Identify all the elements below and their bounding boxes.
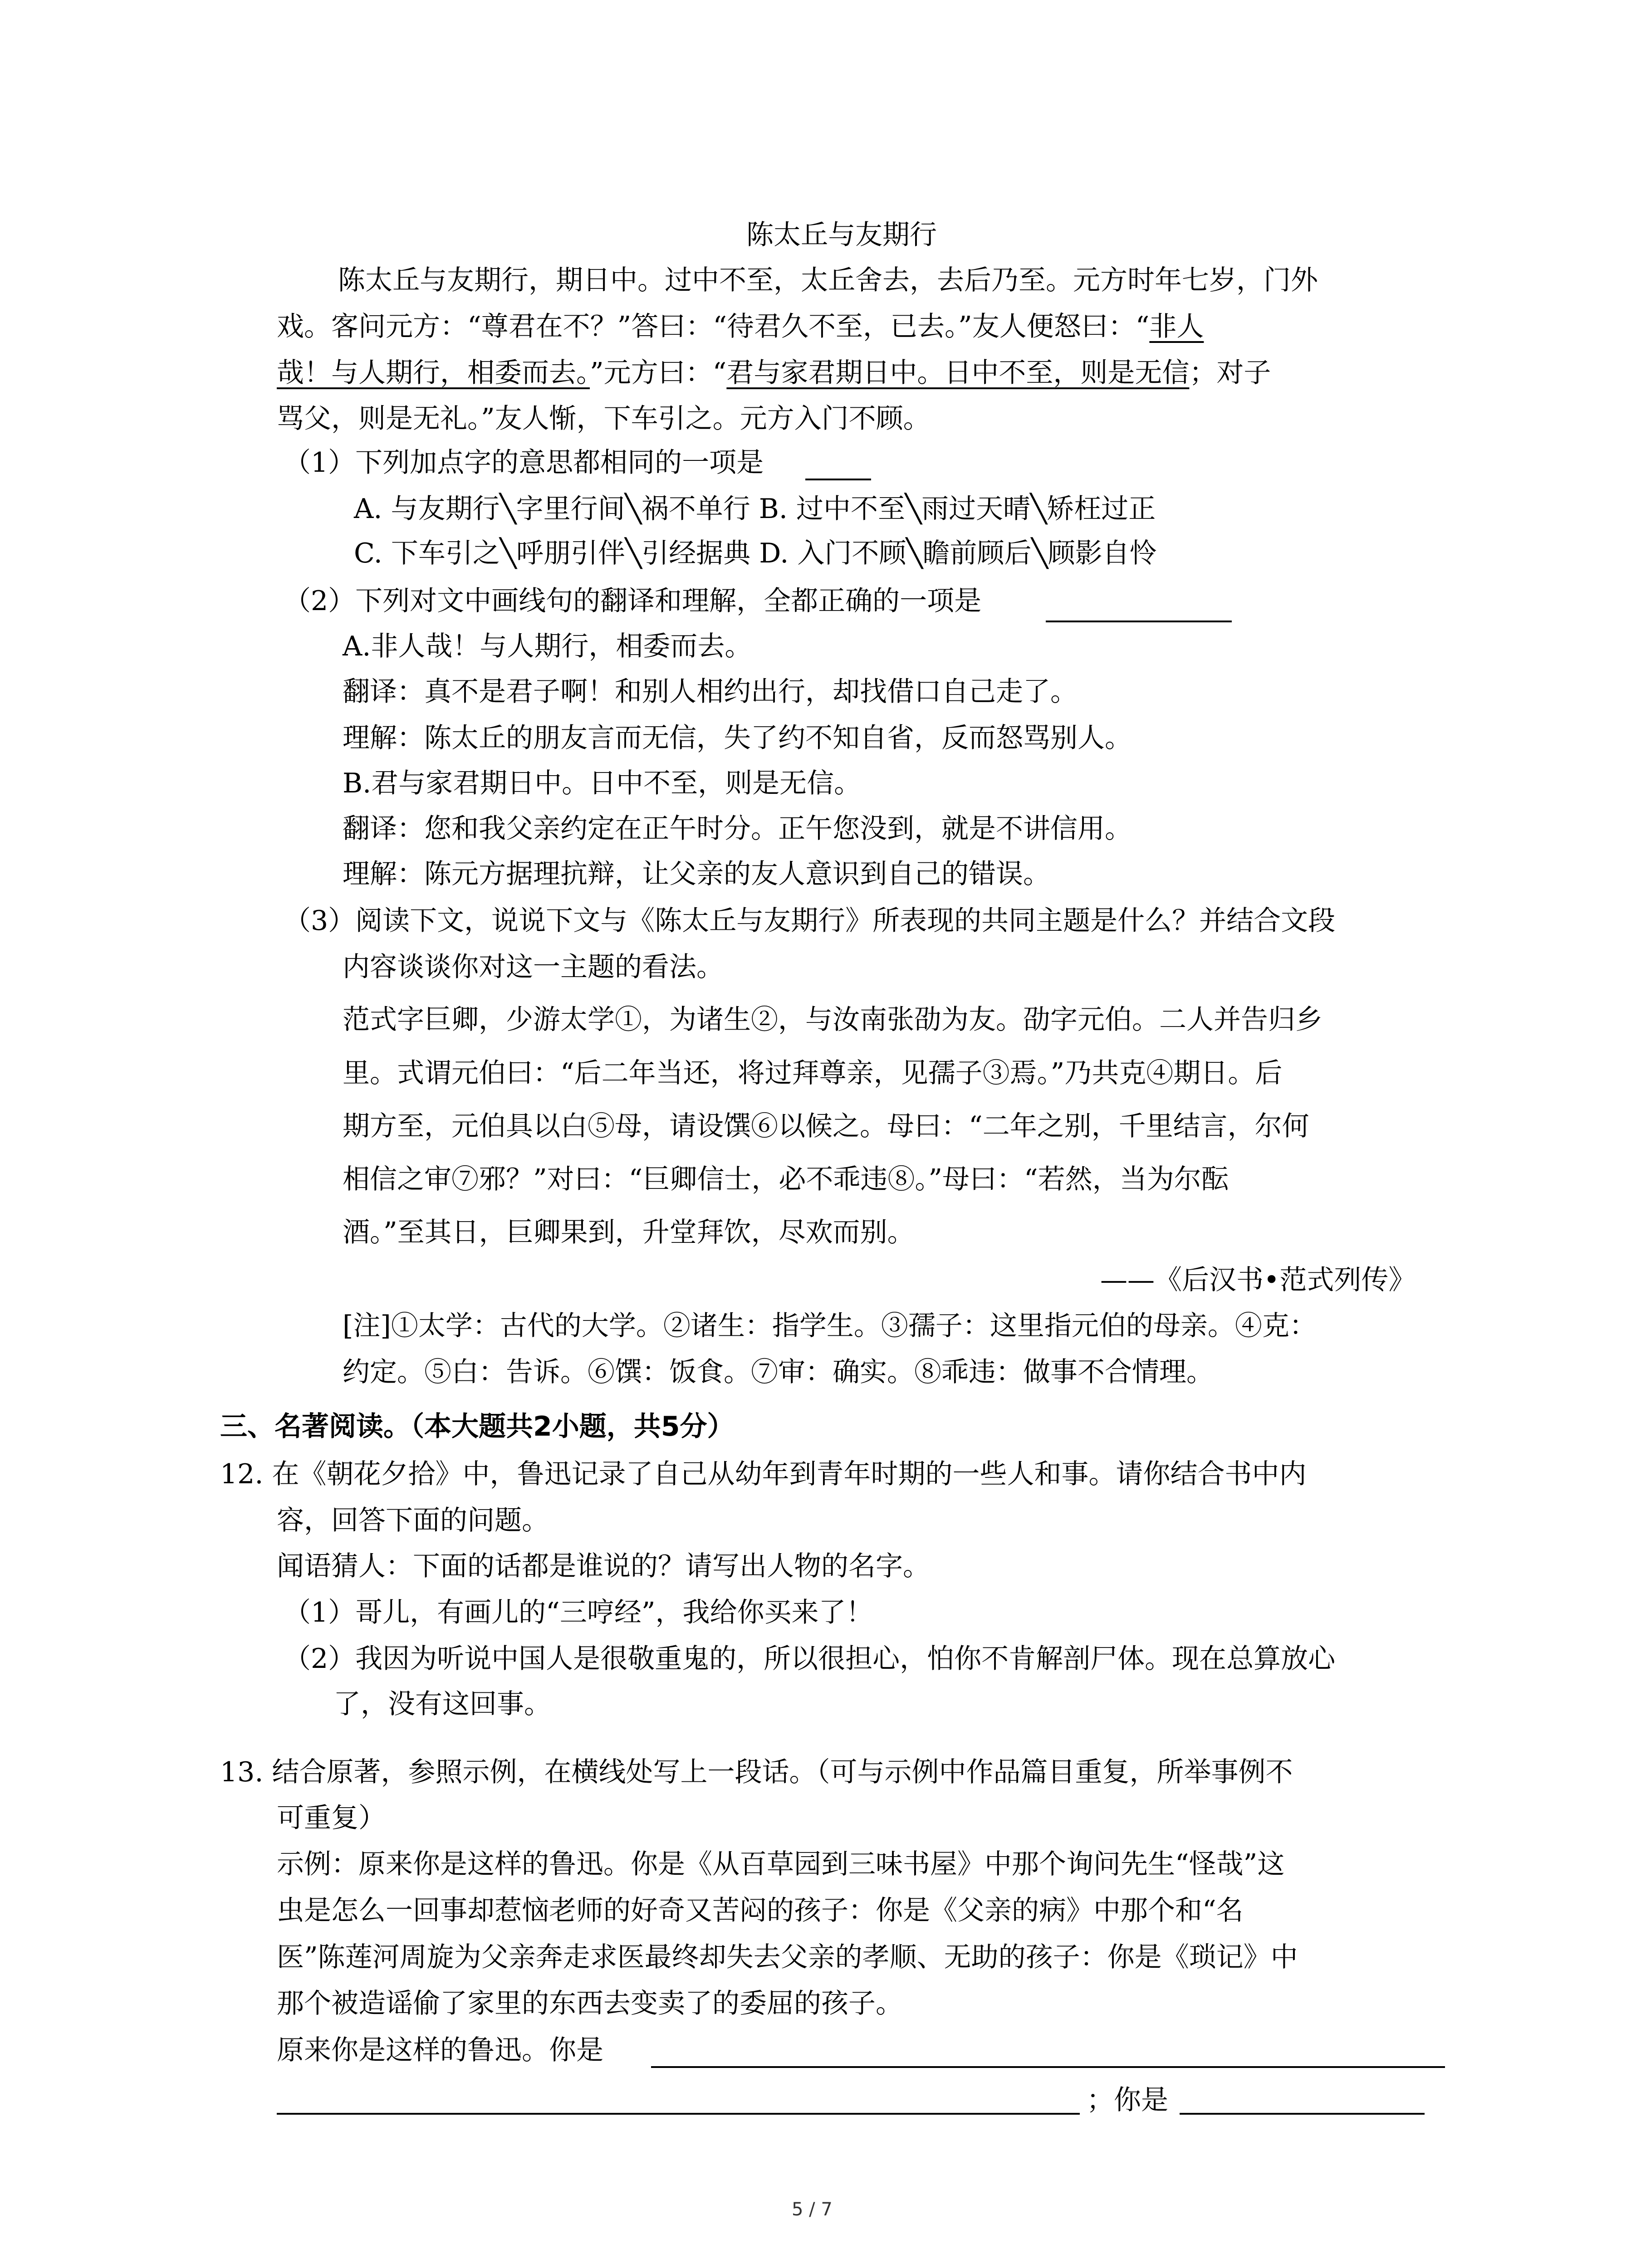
q1-options-cd: C. 下车引之╲呼朋引伴╲引经据典 D. 入门不顾╲瞻前顾后╲顾影自怜 — [354, 538, 1157, 569]
q2-answer-blank[interactable] — [1046, 621, 1232, 622]
q2-option-b-translation: 翻译：您和我父亲约定在正午时分。正午您没到，就是不讲信用。 — [343, 813, 1132, 845]
q13-example: 示例：原来你是这样的鲁迅。你是《从百草园到三味书屋》中那个询问先生“怪哉”这 — [277, 1848, 1285, 1880]
q13-example: 那个被造谣偷了家里的东西去变卖了的委屈的孩子。 — [277, 1988, 903, 2019]
q13-answer-mid: ；你是 — [1087, 2084, 1168, 2116]
q13-example: 虫是怎么一回事却惹恼老师的好奇又苦闷的孩子：你是《父亲的病》中那个和“名 — [277, 1895, 1244, 1926]
underlined-sentence-b: 君与家君期日中。日中不至，则是无信 — [726, 357, 1190, 389]
underlined-sentence-a: 非人 — [1149, 311, 1204, 342]
q3-source: ——《后汉书•范式列传》 — [1100, 1264, 1416, 1296]
q12-stem: 12. 在《朝花夕拾》中，鲁迅记录了自己从幼年到青年时期的一些人和事。请你结合书中内 — [220, 1458, 1307, 1490]
passage-line: 陈太丘与友期行，期日中。过中不至，太丘舍去，去后乃至。元方时年七岁，门外 — [338, 264, 1318, 296]
q1-stem: （1）下列加点字的意思都相同的一项是 — [284, 447, 764, 479]
q13-stem: 13. 结合原著，参照示例，在横线处写上一段话。（可与示例中作品篇目重复，所举事例不 — [220, 1756, 1293, 1788]
q3-text-line: 里。式谓元伯曰：“后二年当还，将过拜尊亲，见孺子③焉。”乃共克④期日。后 — [343, 1057, 1283, 1089]
q2-option-a-understanding: 理解：陈太丘的朋友言而无信，失了约不知自省，反而怒骂别人。 — [343, 722, 1132, 754]
underlined-sentence-a: 哉！与人期行，相委而去。 — [277, 357, 590, 389]
passage-title: 陈太丘与友期行 — [746, 219, 937, 251]
q2-stem: （2）下列对文中画线句的翻译和理解，全都正确的一项是 — [284, 585, 982, 617]
q3-stem: 内容谈谈你对这一主题的看法。 — [343, 951, 724, 983]
q13-answer-blank-1[interactable] — [651, 2066, 1445, 2068]
q2-option-b-understanding: 理解：陈元方据理抗辩，让父亲的友人意识到自己的错误。 — [343, 858, 1050, 890]
q13-answer-blank-2[interactable] — [277, 2113, 1080, 2115]
passage-line: 戏。客问元方：“尊君在不？”答曰：“待君久不至，已去。”友人便怒曰：“非人 — [277, 311, 1204, 342]
q12-item-1: （1）哥儿，有画儿的“三哼经”，我给你买来了！ — [284, 1597, 873, 1628]
q12-item-2: （2）我因为听说中国人是很敬重鬼的，所以很担心，怕你不肯解剖尸体。现在总算放心 — [284, 1643, 1336, 1675]
q3-text-line: 范式字巨卿，少游太学①，为诸生②，与汝南张劭为友。劭字元伯。二人并告归乡 — [343, 1004, 1323, 1036]
passage-line: 骂父，则是无礼。”友人惭，下车引之。元方入门不顾。 — [277, 403, 931, 435]
passage-line: 哉！与人期行，相委而去。”元方曰：“君与家君期日中。日中不至，则是无信；对子 — [277, 357, 1271, 389]
section-heading: 三、名著阅读。（本大题共2小题，共5分） — [220, 1411, 735, 1442]
q13-example: 医”陈莲河周旋为父亲奔走求医最终却失去父亲的孝顺、无助的孩子：你是《琐记》中 — [277, 1941, 1298, 1973]
page-number: 5 / 7 — [792, 2199, 833, 2220]
q3-notes: [注]①太学：古代的大学。②诸生：指学生。③孺子：这里指元伯的母亲。④克： — [343, 1310, 1317, 1342]
q3-text-line: 期方至，元伯具以白⑤母，请设馔⑥以候之。母曰：“二年之别，千里结言，尔何 — [343, 1110, 1309, 1142]
q12-stem: 容，回答下面的问题。 — [277, 1505, 549, 1536]
q2-option-a-sentence: A.非人哉！与人期行，相委而去。 — [343, 631, 752, 662]
q13-answer-prefix: 原来你是这样的鲁迅。你是 — [277, 2034, 603, 2066]
q3-text-line: 酒。”至其日，巨卿果到，升堂拜饮，尽欢而别。 — [343, 1217, 915, 1248]
q1-options-ab: A. 与友期行╲字里行间╲祸不单行 B. 过中不至╲雨过天晴╲矫枉过正 — [354, 493, 1156, 525]
q12-item-2: 了，没有这回事。 — [333, 1688, 551, 1720]
q3-notes: 约定。⑤白：告诉。⑥馔：饭食。⑦审：确实。⑧乖违：做事不合情理。 — [343, 1356, 1214, 1388]
q13-stem: 可重复） — [277, 1802, 386, 1834]
q2-option-a-translation: 翻译：真不是君子啊！和别人相约出行，却找借口自己走了。 — [343, 676, 1078, 708]
q2-option-b-sentence: B.君与家君期日中。日中不至，则是无信。 — [343, 767, 862, 799]
q3-text-line: 相信之审⑦邪？”对曰：“巨卿信士，必不乖违⑧。”母曰：“若然，当为尔酝 — [343, 1163, 1229, 1195]
q12-intro: 闻语猜人：下面的话都是谁说的？请写出人物的名字。 — [277, 1550, 930, 1582]
q3-stem: （3）阅读下文，说说下文与《陈太丘与友期行》所表现的共同主题是什么？并结合文段 — [284, 905, 1336, 937]
q1-answer-blank[interactable] — [805, 479, 871, 480]
q13-answer-blank-3[interactable] — [1180, 2113, 1425, 2115]
